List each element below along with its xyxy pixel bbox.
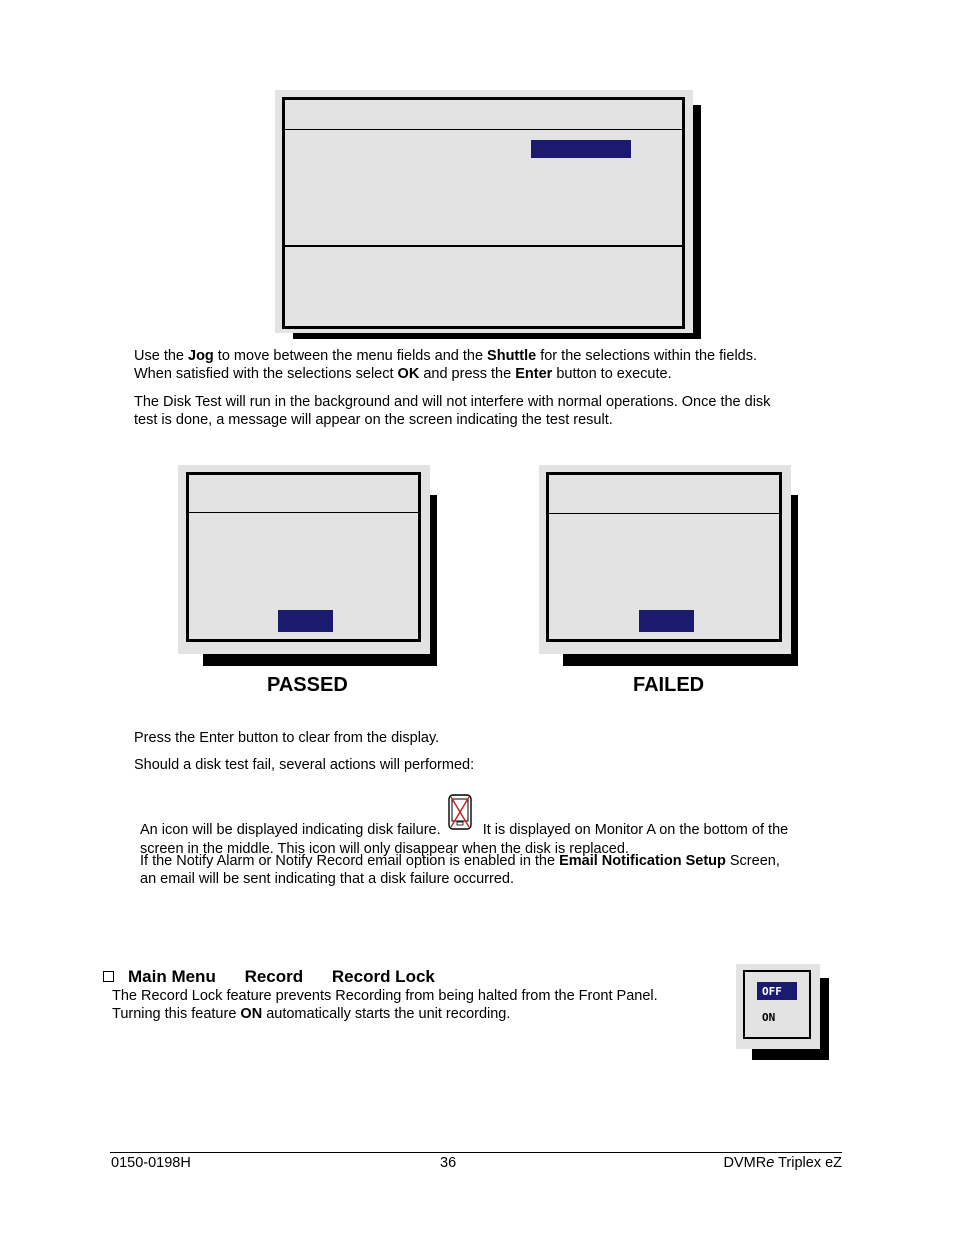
- text: Screen,: [725, 853, 780, 869]
- screen-frame: [743, 970, 811, 1039]
- passed-caption: PASSED: [267, 674, 348, 696]
- footer-rule: [110, 1152, 842, 1153]
- text: for the selections within the fields.: [536, 348, 758, 364]
- text: The Record Lock feature prevents Recording from being halted from the Front Panel.: [112, 988, 658, 1004]
- text: and press the: [419, 366, 516, 382]
- text: It is displayed on Monitor A on the bottom of the: [482, 822, 789, 838]
- footer-doc-number: 0150-0198H: [111, 1155, 191, 1171]
- text: screen in the middle. This icon will only disappear when the disk is replaced.: [140, 841, 629, 857]
- screen-frame: [282, 97, 685, 329]
- shuttle-term: Shuttle: [487, 348, 537, 364]
- icon-paragraph: [140, 806, 850, 858]
- heading-main-menu: Main Menu: [128, 967, 216, 986]
- text: The Disk Test will run in the background and will not interfere with normal operations. Once the disk: [134, 394, 771, 410]
- on-term: ON: [240, 1006, 263, 1022]
- text: Triplex eZ: [774, 1155, 842, 1171]
- text: test is done, a message will appear on the screen indicating the test result.: [134, 412, 613, 428]
- jog-term: Jog: [188, 348, 214, 364]
- text: automatically starts the unit recording.: [262, 1006, 511, 1022]
- selected-field-highlight: [531, 140, 631, 158]
- ok-button-highlight: [278, 610, 333, 632]
- text: DVMR: [723, 1155, 767, 1171]
- email-setup-term: Email Notification Setup: [559, 853, 726, 869]
- title-divider: [549, 513, 779, 514]
- clear-display-paragraph: Press the Enter button to clear from the display.: [134, 730, 440, 746]
- text: If the Notify Alarm or Notify Record email option is enabled in the: [140, 853, 560, 869]
- section-heading: [103, 967, 435, 987]
- title-divider: [189, 512, 418, 513]
- text: An icon will be displayed indicating disk failure.: [140, 822, 441, 838]
- fail-actions-paragraph: Should a disk test fail, several actions will performed:: [134, 757, 475, 773]
- text: an email will be sent indicating that a disk failure occurred.: [140, 871, 514, 887]
- ok-term: OK: [397, 366, 420, 382]
- title-divider: [285, 129, 682, 130]
- heading-record: Record: [244, 967, 304, 986]
- record-lock-paragraph: [112, 987, 658, 1023]
- off-option: OFF: [762, 985, 782, 998]
- instruction-paragraph: [134, 347, 757, 383]
- footer-divider: [285, 245, 682, 247]
- text: e: [766, 1155, 775, 1171]
- enter-term: Enter: [515, 366, 553, 382]
- footer-page-number: 36: [440, 1155, 457, 1171]
- disk-failure-icon: [448, 794, 472, 828]
- checkbox-bullet-icon: [103, 971, 114, 982]
- heading-record-lock: Record Lock: [331, 967, 435, 986]
- on-option: ON: [762, 1011, 776, 1024]
- failed-caption: FAILED: [633, 674, 705, 696]
- text: Use the: [134, 348, 188, 364]
- text: Turning this feature: [112, 1006, 241, 1022]
- text: When satisfied with the selections select: [134, 366, 398, 382]
- ok-button-highlight: [639, 610, 694, 632]
- text: to move between the menu fields and the: [213, 348, 488, 364]
- text: button to execute.: [552, 366, 672, 382]
- email-paragraph: [140, 852, 780, 888]
- disk-test-paragraph: [134, 393, 770, 429]
- footer-product-name: [724, 1155, 842, 1171]
